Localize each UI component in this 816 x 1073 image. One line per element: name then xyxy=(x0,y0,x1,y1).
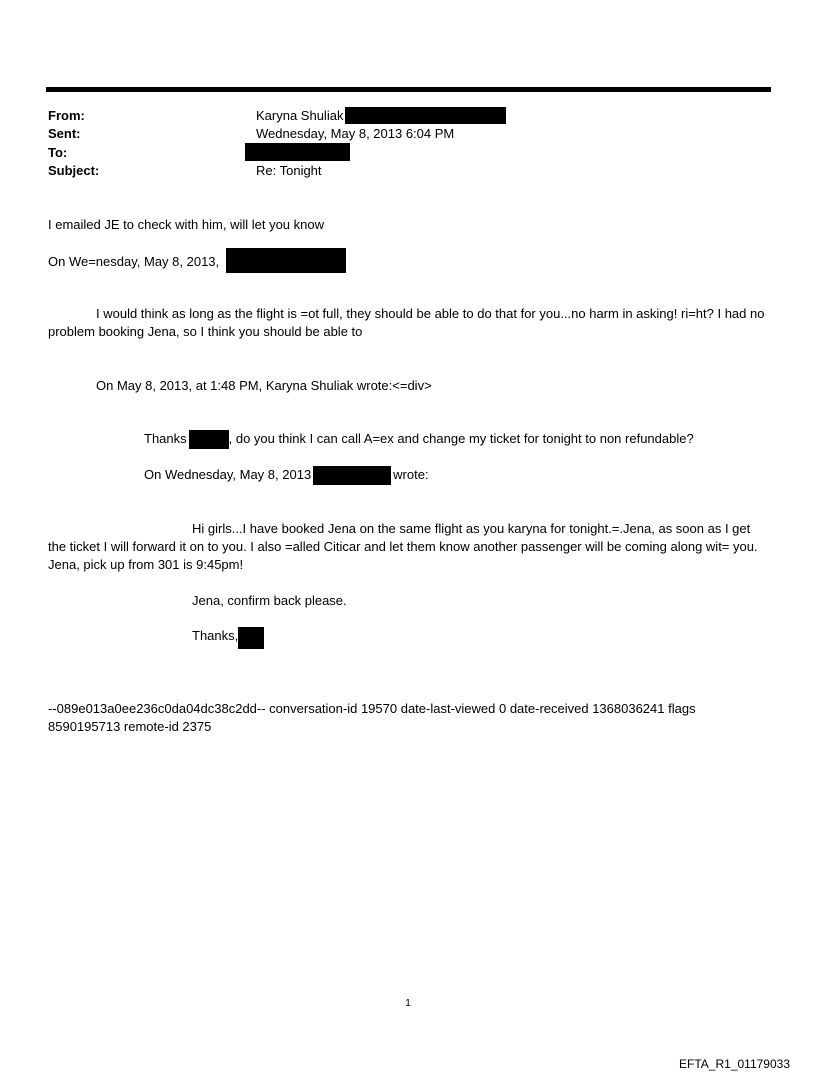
from-value xyxy=(256,107,506,125)
quote-line: Jena, confirm back please. xyxy=(192,593,347,608)
redaction-box xyxy=(345,107,506,124)
redaction-box xyxy=(245,143,350,161)
subject-value: Re: Tonight xyxy=(256,163,322,178)
redaction-box xyxy=(226,248,346,273)
quote-line xyxy=(144,466,429,485)
thanks-text: Thanks, xyxy=(192,628,239,643)
on-wednesday-text: On Wednesday, May 8, 2013 xyxy=(144,467,312,482)
from-name: Karyna Shuliak xyxy=(256,108,344,123)
redaction-box xyxy=(238,627,264,649)
wrote-text: wrote: xyxy=(393,467,429,482)
subject-label: Subject: xyxy=(48,163,100,178)
from-label: From: xyxy=(48,108,85,123)
redaction-box xyxy=(313,466,391,485)
sent-label: Sent: xyxy=(48,126,81,141)
quote-header: On May 8, 2013, at 1:48 PM, Karyna Shuliak wrote:<=div> xyxy=(96,378,432,393)
quoted-paragraph: Hi girls...I have booked Jena on the same flight as you karyna for tonight.=.Jena, as soon as I get the ticket I will forward it on to you. I also =alled Citicar and let them know another passenger will be coming along wit= you. Jena, pick up from 301 is 9:45pm! xyxy=(48,521,758,572)
redaction-box xyxy=(189,430,229,449)
message-metadata: --089e013a0ee236c0da04dc38c2dd-- conversation-id 19570 date-last-viewed 0 date-received 1368036241 flags 8590195713 remote-id 2375 xyxy=(48,701,696,734)
sent-value: Wednesday, May 8, 2013 6:04 PM xyxy=(256,126,455,141)
header-rule xyxy=(46,87,771,92)
body-line: I emailed JE to check with him, will let you know xyxy=(48,217,324,232)
quote-line xyxy=(144,430,694,449)
to-label: To: xyxy=(48,145,68,160)
page-number: 1 xyxy=(405,998,411,1009)
question-text: , do you think I can call A=ex and change my ticket for tonight to non refundable? xyxy=(228,431,694,446)
body-paragraph: I would think as long as the flight is =ot full, they should be able to do that for you...no harm in asking! ri=ht? I had no problem booking Jena, so I think you should be able to xyxy=(48,306,765,339)
bates-number: EFTA_R1_01179033 xyxy=(679,1057,790,1071)
body-line: On We=nesday, May 8, 2013, xyxy=(48,254,220,269)
thanks-text: Thanks xyxy=(144,431,187,446)
quote-line xyxy=(192,627,264,649)
